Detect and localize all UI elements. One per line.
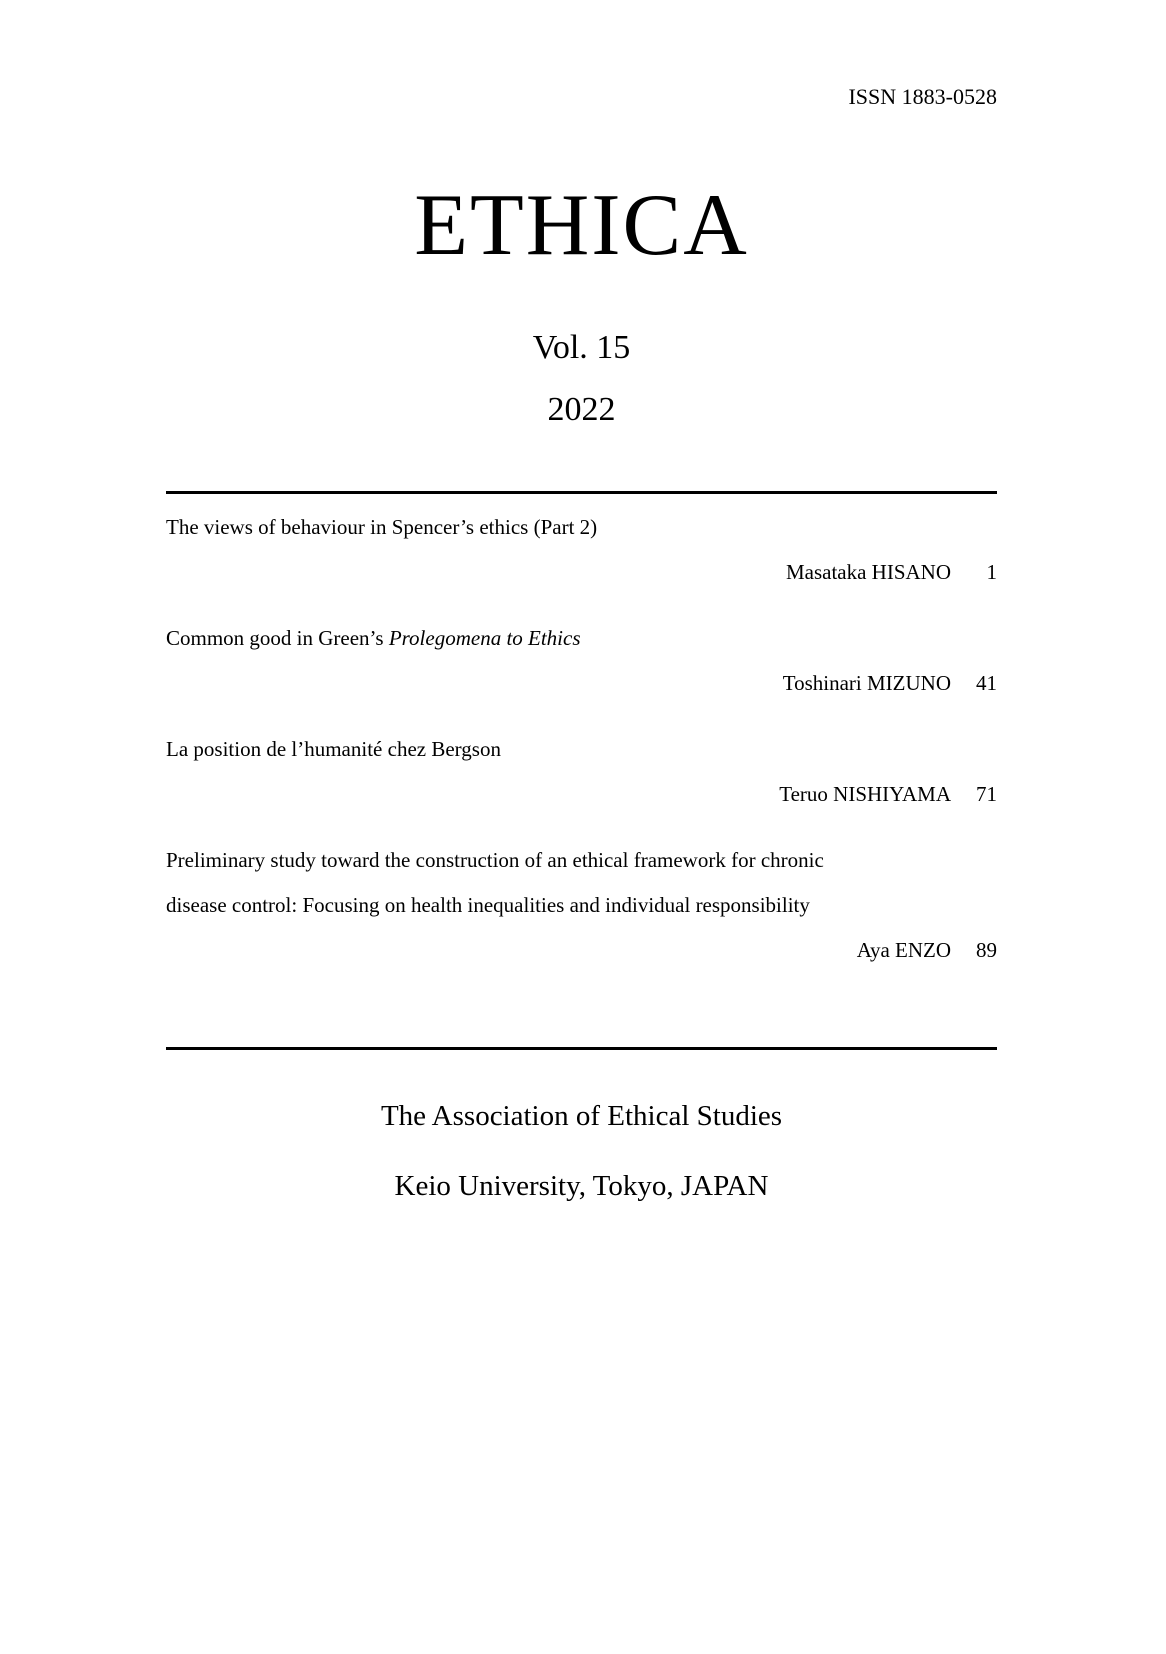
toc-entry-title: [166, 505, 997, 550]
toc-title-segment: Common good in Green’s: [166, 626, 389, 650]
toc-entry-title: [166, 838, 997, 928]
toc-entry: [166, 505, 997, 595]
issn-text: ISSN 1883-0528: [848, 84, 997, 109]
toc-entry-author: Teruo NISHIYAMA: [779, 782, 951, 806]
toc-title-segment: Preliminary study toward the construction of an ethical framework for chronic: [166, 848, 824, 872]
journal-title: ETHICA: [414, 177, 749, 274]
toc-entry: [166, 727, 997, 817]
toc-entry-author-row: [166, 661, 997, 706]
divider-top: [166, 491, 997, 494]
toc-entry-author: Aya ENZO: [856, 938, 951, 962]
publisher-location: Keio University, Tokyo, JAPAN: [394, 1170, 769, 1202]
toc-entry-page-number: 41: [976, 671, 997, 695]
toc-entry-author-row: [166, 928, 997, 973]
toc-entry-author-row: [166, 550, 997, 595]
table-of-contents: [166, 505, 997, 994]
toc-title-italic-segment: Prolegomena to Ethics: [388, 626, 581, 650]
volume-label: Vol. 15: [532, 329, 631, 366]
toc-entry-title: [166, 727, 997, 772]
toc-entry-author-row: [166, 772, 997, 817]
toc-entry: [166, 838, 997, 973]
toc-entry: [166, 616, 997, 706]
toc-title-segment: disease control: Focusing on health inequalities and individual responsibility: [166, 893, 810, 917]
toc-title-segment: The views of behaviour in Spencer’s ethics (Part 2): [166, 515, 598, 539]
toc-entry-page-number: 89: [976, 938, 997, 962]
divider-bottom: [166, 1047, 997, 1050]
toc-entry-author: Toshinari MIZUNO: [782, 671, 951, 695]
toc-title-segment: La position de l’humanité chez Bergson: [166, 737, 501, 761]
year-label: 2022: [547, 391, 616, 428]
publisher-name: The Association of Ethical Studies: [380, 1100, 783, 1132]
toc-entry-page-number: 1: [986, 560, 997, 584]
toc-entry-page-number: 71: [976, 782, 997, 806]
toc-entry-author: Masataka HISANO: [785, 560, 951, 584]
toc-entry-title: [166, 616, 997, 661]
